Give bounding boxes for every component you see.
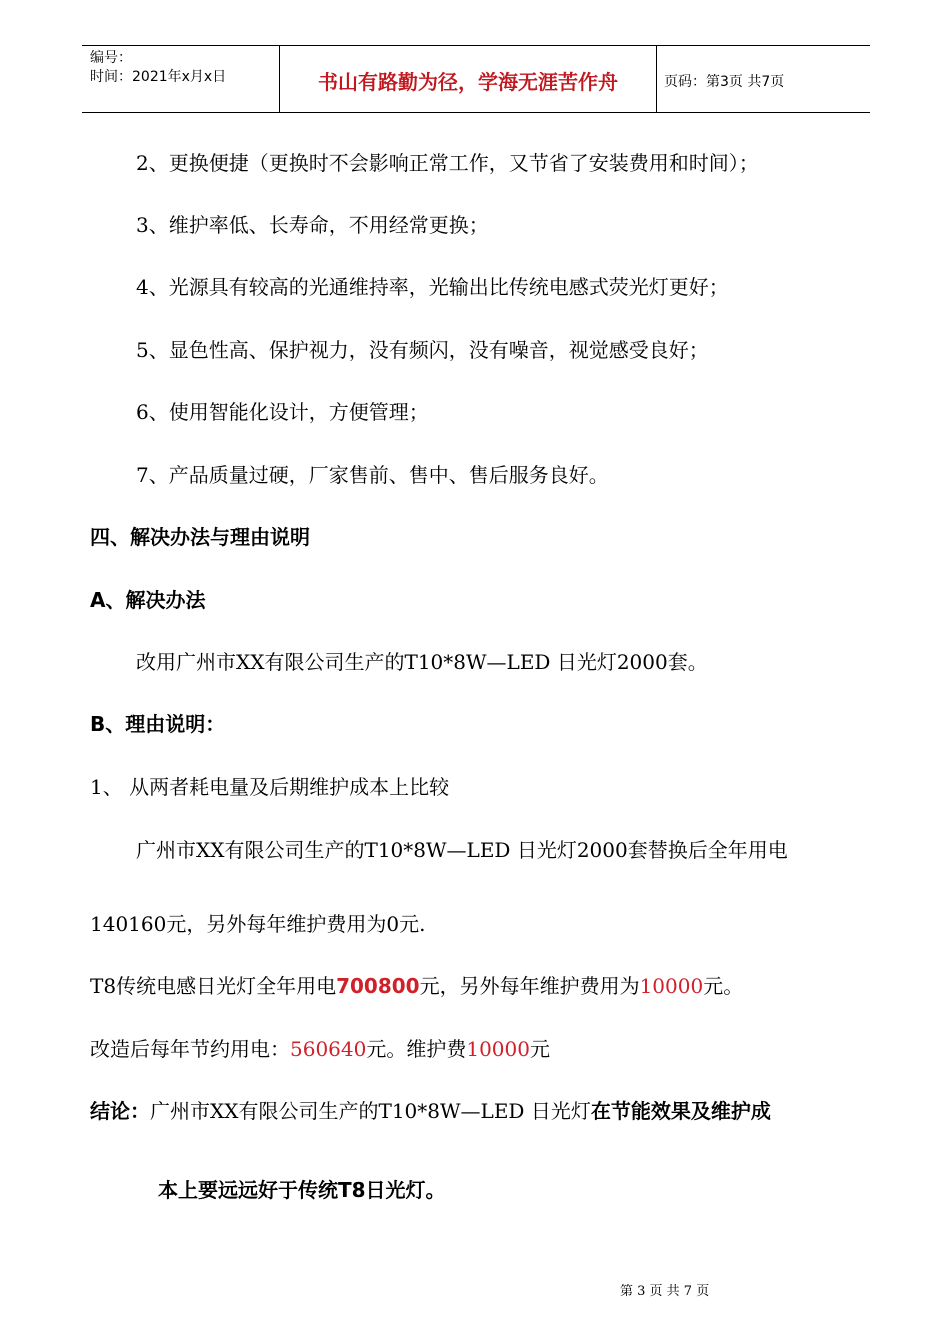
header-motto: 书山有路勤为径，学海无涯苦作舟	[318, 70, 618, 94]
conclusion-bold: 在节能效果及维护成	[590, 1099, 771, 1123]
list-item: 6、使用智能化设计，方便管理；	[136, 400, 429, 424]
section-b-heading: B、理由说明：	[90, 712, 226, 736]
savings-mid: 元。维护费	[366, 1037, 467, 1061]
section-4-heading: 四、解决办法与理由说明	[90, 525, 310, 549]
list-item: 7、产品质量过硬，厂家售前、售中、售后服务良好。	[136, 463, 609, 487]
header-divider	[656, 46, 657, 112]
list-item: 3、维护率低、长寿命，不用经常更换；	[136, 213, 489, 237]
conclusion-label: 结论：	[90, 1099, 150, 1123]
paragraph-line: 广州市XX有限公司生产的T10*8W—LED 日光灯2000套替换后全年用电	[136, 838, 788, 862]
savings-pre: 改造后每年节约用电：	[90, 1037, 290, 1061]
section-a-text: 改用广州市XX有限公司生产的T10*8W—LED 日光灯2000套。	[136, 650, 708, 674]
header-page-label: 页码：第3页 共7页	[664, 74, 785, 90]
conclusion-line-2: 本上要远远好于传统T8日光灯。	[158, 1178, 446, 1202]
list-item: 2、更换便捷（更换时不会影响正常工作，又节省了安装费用和时间）；	[136, 151, 759, 175]
t8-cost-line	[90, 973, 743, 999]
time-label: 时间：2021年x月x日	[90, 69, 227, 85]
savings-amount: 560640	[290, 1037, 367, 1061]
savings-line	[90, 1036, 550, 1062]
header-meta	[90, 49, 226, 87]
t8-post: 元。	[703, 974, 744, 998]
conclusion-text: 广州市XX有限公司生产的T10*8W—LED 日光灯	[150, 1099, 591, 1123]
t8-mid: 元，另外每年维护费用为	[419, 974, 640, 998]
paragraph-line: 140160元，另外每年维护费用为0元.	[90, 912, 426, 936]
list-item: 5、显色性高、保护视力，没有频闪，没有噪音，视觉感受良好；	[136, 338, 709, 362]
page-header	[82, 45, 870, 113]
header-divider	[279, 46, 280, 112]
section-a-heading: A、解决办法	[90, 588, 206, 612]
savings-post: 元	[529, 1037, 550, 1061]
point-1-heading: 1、 从两者耗电量及后期维护成本上比较	[90, 775, 450, 799]
list-item: 4、光源具有较高的光通维持率，光输出比传统电感式荧光灯更好；	[136, 275, 729, 299]
t8-pre: T8传统电感日光灯全年用电	[90, 974, 337, 998]
page-footer: 第 3 页 共 7 页	[620, 1284, 710, 1299]
conclusion-line	[90, 1098, 771, 1124]
t8-maintenance: 10000	[639, 974, 704, 998]
t8-amount: 700800	[336, 974, 420, 998]
savings-maintenance: 10000	[466, 1037, 530, 1061]
number-label: 编号：	[90, 50, 132, 66]
